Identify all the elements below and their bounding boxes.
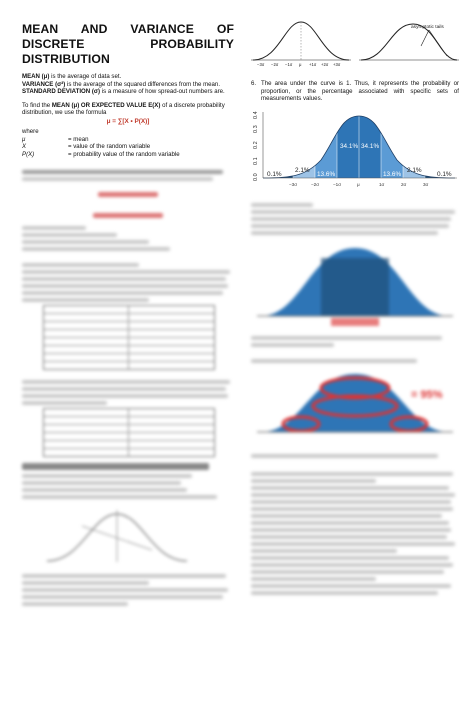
svg-text:+1σ: +1σ xyxy=(309,62,317,67)
x-axis-ticks xyxy=(289,182,429,187)
blurred-bell-chart-2 xyxy=(251,366,459,446)
svg-text:0.2: 0.2 xyxy=(253,141,259,149)
svg-text:−1σ: −1σ xyxy=(285,62,293,67)
svg-text:−2σ: −2σ xyxy=(271,62,279,67)
symbol-definitions xyxy=(22,136,234,159)
svg-text:+2σ: +2σ xyxy=(321,62,329,67)
svg-text:0.4: 0.4 xyxy=(253,111,259,119)
svg-text:34.1%: 34.1% xyxy=(340,143,359,150)
where-label: where xyxy=(22,127,39,135)
y-axis-ticks xyxy=(253,111,259,181)
svg-text:2.1%: 2.1% xyxy=(407,167,422,174)
svg-text:0.1%: 0.1% xyxy=(267,171,282,178)
svg-text:−3σ: −3σ xyxy=(289,182,298,187)
blurred-content-left xyxy=(22,170,234,606)
svg-text:34.1%: 34.1% xyxy=(361,143,380,150)
blurred-annotation: = 95% xyxy=(411,389,443,401)
svg-text:−2σ: −2σ xyxy=(311,182,320,187)
svg-text:13.6%: 13.6% xyxy=(383,171,402,178)
svg-text:−3σ: −3σ xyxy=(257,62,265,67)
item-6: 6. The area under the curve is 1. Thus, it represents the probability or proportion, or the percentage associated with specific sets of measurements values. xyxy=(251,80,459,103)
blurred-content-right xyxy=(251,200,459,598)
asymptotic-tails-label: asymptotic tails xyxy=(411,25,444,30)
svg-text:μ: μ xyxy=(299,62,302,67)
def-row: P(X) = probability value of the random variable xyxy=(22,150,180,158)
mean-definition: MEAN (μ) is the average of data set. xyxy=(22,73,122,80)
blurred-heading xyxy=(22,463,209,470)
blurred-bell-sketch xyxy=(42,506,192,566)
svg-text:μ: μ xyxy=(357,182,360,187)
svg-text:3σ: 3σ xyxy=(423,182,429,187)
normal-distribution-chart xyxy=(251,108,459,190)
svg-text:0.1: 0.1 xyxy=(253,157,259,165)
svg-text:0.3: 0.3 xyxy=(253,125,259,133)
variance-definition: VARIANCE (σ²) is the average of the squared differences from the mean. xyxy=(22,80,221,88)
svg-text:2σ: 2σ xyxy=(401,182,407,187)
svg-text:2.1%: 2.1% xyxy=(295,167,310,174)
left-column xyxy=(22,0,234,609)
mean-formula: μ = ∑[X • P(X)] xyxy=(106,117,150,125)
top-axis-labels xyxy=(257,62,341,67)
svg-text:+3σ: +3σ xyxy=(333,62,341,67)
svg-text:0.0: 0.0 xyxy=(253,173,259,181)
blurred-bell-chart-1 xyxy=(251,238,459,328)
mean-intro: To find the MEAN (μ) OR EXPECTED VALUE E(X) of a discrete probability distribution, we use the formula xyxy=(22,101,225,117)
svg-text:−1σ: −1σ xyxy=(333,182,342,187)
def-row: μ = mean xyxy=(22,135,89,143)
def-row: X = value of the random variable xyxy=(22,143,151,151)
std-definition: STANDARD DEVIATION (σ) is a measure of how spread-out numbers are. xyxy=(22,88,225,96)
top-bell-sketches xyxy=(251,16,459,72)
svg-text:0.1%: 0.1% xyxy=(437,171,452,178)
svg-text:13.6%: 13.6% xyxy=(317,171,336,178)
page-title: MEAN AND VARIANCE OF DISCRETE PROBABILITY DISTRIBUTION xyxy=(22,22,234,66)
svg-text:1σ: 1σ xyxy=(379,182,385,187)
